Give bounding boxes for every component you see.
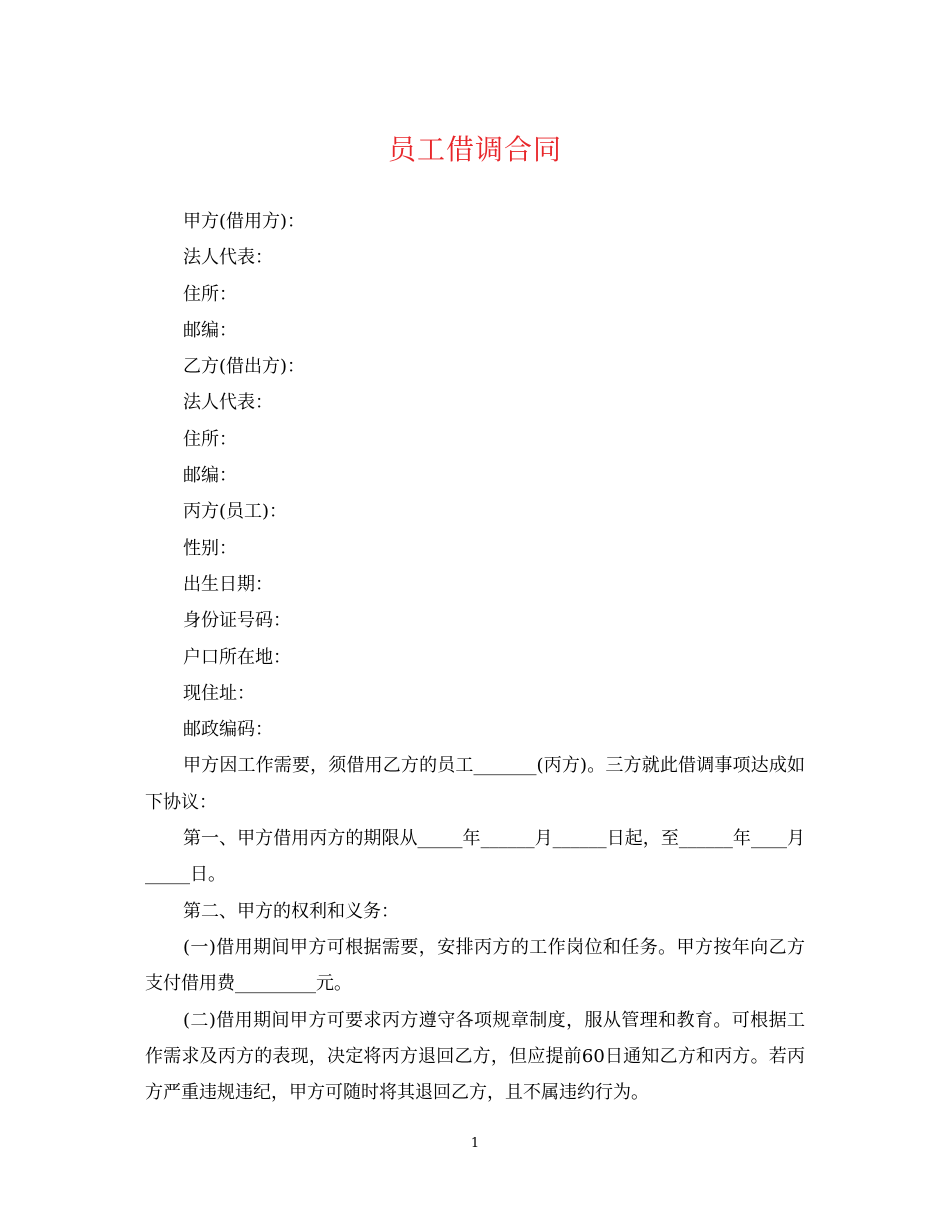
party-b-postcode-label: 邮编： [183, 465, 237, 487]
clause-2-heading: 第二、甲方的权利和义务： [183, 900, 399, 922]
clause-2-item-2: (二)借用期间甲方可要求丙方遵守各项规章制度，服从管理和教育。可根据工作需求及丙方的表现，决定将丙方退回乙方，但应提前60日通知乙方和丙方。若丙方严重违规违纪，甲方可随时将其退回乙方，且不属违约行为。 [145, 1009, 805, 1104]
party-b-address-label: 住所： [183, 428, 237, 450]
party-a-address-label: 住所： [183, 283, 237, 305]
party-a-label: 甲方(借用方)： [183, 211, 306, 232]
party-b-label: 乙方(借出方)： [183, 356, 306, 378]
party-c-id-number-label: 身份证号码： [183, 610, 291, 632]
page-number: 1 [470, 1136, 480, 1151]
document-title: 员工借调合同 [387, 133, 562, 166]
intro-paragraph: 甲方因工作需要，须借用乙方的员工_______(丙方)。三方就此借调事项达成如下协议： [145, 755, 805, 813]
party-a-legal-rep-label: 法人代表： [183, 247, 273, 269]
party-c-gender-label: 性别： [183, 537, 237, 559]
clause-2-item-1: (一)借用期间甲方可根据需要，安排丙方的工作岗位和任务。甲方按年向乙方支付借用费_________元。 [145, 936, 805, 995]
clause-1-paragraph: 第一、甲方借用丙方的期限从_____年______月______日起，至______年____月_____日。 [145, 828, 805, 886]
party-a-postcode-label: 邮编： [183, 319, 237, 341]
party-c-postal-code-label: 邮政编码： [183, 719, 273, 741]
party-c-current-address-label: 现住址： [183, 682, 255, 704]
party-b-legal-rep-label: 法人代表： [183, 392, 273, 414]
party-c-household-label: 户口所在地： [183, 646, 291, 668]
party-c-birthdate-label: 出生日期： [183, 573, 273, 595]
document-body [145, 204, 805, 1111]
party-c-label: 丙方(员工)： [183, 501, 288, 523]
